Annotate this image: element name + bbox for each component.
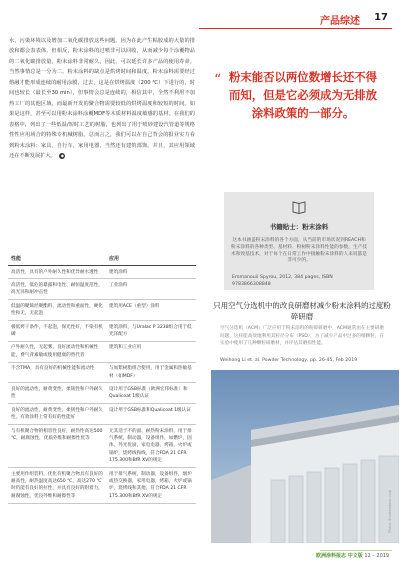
property-cell: 低温的聚烯烃聚酯料，流动性和重面性，硬化性和无，无起泡 xyxy=(8,300,106,321)
application-cell: 设计用于GSB标准和Qualicoat 1级认证 xyxy=(106,404,196,425)
table-header-cell: 应用 xyxy=(106,252,196,266)
book-tip-description: 这本书涵盖粉末涂料的各个方面，从当前的市场状况到REACH和粉末涂料的各种类型、基材料、粉树粉末涂料性能的参数，生产技术和致基技术，对于每个在日常工作中接触粉末涂料的人来说都是非可少的。 xyxy=(231,238,367,264)
book-icon xyxy=(291,199,307,215)
table-row xyxy=(8,362,196,383)
footer-brand: 欧洲涂料报志 中文版 xyxy=(316,553,363,559)
book-tip-title: 书籍贴士：粉末涂料 xyxy=(269,223,329,231)
property-cell: 不含TMA，具有良好的机械性能和流动性 xyxy=(8,362,106,383)
property-cell: 高活性，具有的户外耐久性和优异耐水透性 xyxy=(8,266,106,279)
application-cell: 与加紫树脂组合使用，用于金属和热敏基材（如MDF） xyxy=(106,362,196,383)
table-header-row xyxy=(8,252,196,266)
property-cell: 极低烤干条件，不起泡，保光性好，不染有机磷 xyxy=(8,321,106,342)
property-cell: 良好的流动性，耐黄变性，柔韧性和户外耐久性，有效涂料上常有好的性能好 xyxy=(8,404,106,425)
building-photo xyxy=(211,370,399,543)
end-mark-icon: ◆ xyxy=(60,152,64,158)
header-divider xyxy=(199,28,392,29)
resin-properties-table xyxy=(8,252,196,504)
footer-issue: 12 – 2019 xyxy=(364,553,390,559)
book-tip-citation xyxy=(232,275,372,288)
book-citation-line: Emmanouil Spyrou, 2012, 384 pages, ISBN xyxy=(232,275,333,280)
section-title: 产品综述 xyxy=(320,16,360,27)
book-isbn: 9783866308848 xyxy=(232,281,271,287)
pull-quote xyxy=(224,68,382,132)
footer-divider xyxy=(320,550,392,551)
table-row xyxy=(8,341,196,362)
application-cell: 用于排气系统，制动器，设备组件，烟炉或热交换器，家用电器，烤箱，火炉或锅炉，烧烤线和其他，符合FDA 21 CFR 175.300和BfR XV的规定 xyxy=(106,468,196,504)
table-row xyxy=(8,266,196,279)
application-cell: 建筑涂料，与Uralac P 3238组合用于低光泽配方 xyxy=(106,321,196,342)
table-row xyxy=(8,300,196,321)
table-row xyxy=(8,425,196,468)
table-header-cell: 性能 xyxy=(8,252,106,266)
application-cell: 建筑用ACE（重型）涂料 xyxy=(106,300,196,321)
main-body-paragraph: 水，污染环境以及增加二氧化碳排放这些问题。因为在此产生粘胶成的大量的排放和都会表表体，但相反，粉末涂料的过喷非可以回收，从而减少每个涂覆物品的二氧化碳排放量。粉末涂料非常耐久，因此，可以延长许多产品的使用寿命。当然事情总是一分为二。粉末涂料的缺点是烘烤时间和温度。粉末涂料需要经过熔融才能形成连续的耐用涂膜，过去，这是在烘烤温度（200 ℃）下进行的，时间也较长（最长至30 min），但事情会总是连续的，相信其中，全然不利用不加热工厂的其他区域，而最新开发的聚合物需要较低的烘烤温度和较短的时间。如果是这样，甚至可以用粉末涂料涂覆MDF等木质材料温度敏感的基材。在我们的表格中，列出了一些低温/短时工艺的树脂，也列出了用于喷砂建设汽管道等规格性性应用场合的特殊专机械树脂。总而言之，我们可以在自己背会的报业实力看到粉末涂料：家具，自行车，家用电器，当然还有建筑部饰。并且，其应用领域还在不断发展扩大。 xyxy=(9,38,195,159)
article-citation: Weihong Li et. al. Powder Technology, pp. 26-45, Feb 2019 xyxy=(220,358,358,363)
table-row xyxy=(8,383,196,404)
table-row xyxy=(8,404,196,425)
table-row xyxy=(8,279,196,300)
property-cell: 良好的流动性，耐黄变性，柔韧性和户外耐久性 xyxy=(8,383,106,404)
property-cell: 与有机聚合物的相容性良好，耐热性高达500 ℃，耐腐蚀性，优质外维和耐擦性优等 xyxy=(8,425,106,468)
article-title: 只用空气分选机中的改良研磨材减少粉末涂料的过度粉碎研磨 xyxy=(213,301,391,321)
property-cell: 户外耐久性，无起雾，良好流动性和机械性能，费气背素敏或使用健康的替代者 xyxy=(8,341,106,362)
photo-credit: Photo: Shutterstock.com xyxy=(388,490,392,534)
article-summary: 空气分选机（ACM）广泛应用于粉末涂料的粉碎研磨中，ACM通常由在主要研磨问题，这样能高效地利用其粒径分布（PSD），为了减少产品中过多的细颗粒，在实验中使用了几种颗粒研磨材，并评估其磨损性能。 xyxy=(220,326,384,346)
table-body xyxy=(8,266,196,504)
application-cell: 设计用于GSB标准（欧洲宏伟标准）和Qualicoat 1级认证 xyxy=(106,383,196,404)
property-cell: 主要用作组装料，优化有机聚合物具有良好的耐高性，耐热温度高达650 ℃，高达270 ℃时仍能有良好的拉性，并具有良好的附着力，耐腐蚀性，优良外维和耐擦性等 xyxy=(8,468,106,504)
application-cell: 工业涂料 xyxy=(106,279,196,300)
property-cell: 高活性，低危的暴露和电性、耐恒温度范性，高光泽和耐冲击性 xyxy=(8,279,106,300)
quote-mark-icon: “ xyxy=(214,72,222,88)
table-row xyxy=(8,468,196,504)
main-body-text xyxy=(9,36,195,161)
application-cell: 建筑和工业应用 xyxy=(106,341,196,362)
application-cell: 尤其适于不的面、耐热粉末涂料，用于排气系统，制动器，设备组件，如燃炉，固体，外光优厨，家电电器，烤箱，火炉或锅炉，烧烤线和线，符合FDA 21 CFR 175.300和BfR XV的规定 xyxy=(106,425,196,468)
application-cell: 建筑涂料 xyxy=(106,266,196,279)
table-row xyxy=(8,321,196,342)
pull-quote-text: 粉末能否以两位数增长还不得而知，但是它必须成为无排放涂料政策的一部分。 xyxy=(228,70,378,120)
page-number: 17 xyxy=(374,12,388,23)
footer xyxy=(316,552,389,559)
